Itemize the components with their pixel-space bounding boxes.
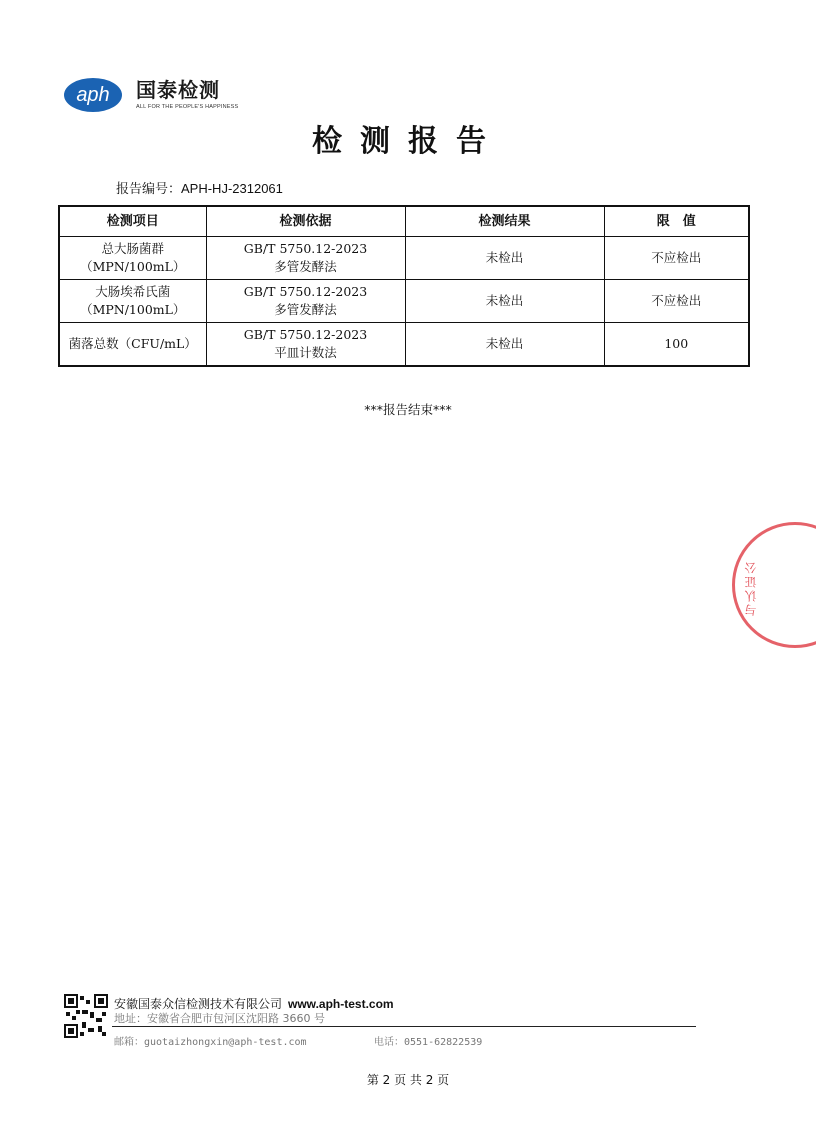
table-header-row	[59, 206, 749, 237]
company-logo	[64, 78, 264, 118]
item-unit: （MPN/100mL）	[80, 259, 186, 274]
footer-divider	[112, 1026, 696, 1027]
logo-slogan: ALL FOR THE PEOPLE'S HAPPINESS	[136, 104, 239, 110]
footer-email-label: 邮箱：	[114, 1037, 144, 1048]
item-name: 大肠埃希氏菌	[95, 284, 171, 299]
footer-email-line	[114, 1033, 307, 1048]
basis-method: 平皿计数法	[274, 345, 337, 360]
report-end-mark: ***报告结束***	[364, 402, 452, 417]
item-unit: （MPN/100mL）	[80, 302, 186, 317]
footer-address-label: 地址：	[114, 1012, 147, 1025]
cell-limit: 不应检出	[604, 280, 749, 323]
cell-result: 未检出	[405, 280, 604, 323]
col-header-limit: 限 值	[604, 206, 749, 237]
basis-standard: GB/T 5750.12-2023	[243, 327, 368, 342]
footer-company: 安徽国泰众信检测技术有限公司	[114, 997, 283, 1011]
col-header-result: 检测结果	[405, 206, 604, 237]
table-row	[59, 237, 749, 280]
footer-website: www.aph-test.com	[288, 997, 394, 1011]
cell-basis	[206, 323, 405, 367]
basis-standard: GB/T 5750.12-2023	[243, 241, 368, 256]
cell-basis	[206, 280, 405, 323]
cell-result: 未检出	[405, 237, 604, 280]
cell-limit: 不应检出	[604, 237, 749, 280]
results-table	[58, 205, 750, 367]
item-name: 总大肠菌群	[101, 241, 164, 256]
cell-item: 菌落总数（CFU/mL）	[59, 323, 206, 367]
page-number: 第 2 页 共 2 页	[366, 1073, 450, 1087]
footer-address: 安徽省合肥市包河区沈阳路 3660 号	[147, 1012, 325, 1025]
basis-method: 多管发酵法	[274, 302, 337, 317]
report-number: 报告编号：APH-HJ-2312061	[116, 181, 283, 196]
report-title: 检测报告	[312, 124, 504, 159]
table-row	[59, 280, 749, 323]
col-header-item: 检测项目	[59, 206, 206, 237]
cell-result: 未检出	[405, 323, 604, 367]
logo-name: 国泰检测	[136, 78, 220, 102]
qr-code-icon	[64, 994, 108, 1038]
footer-address-line	[114, 1010, 325, 1026]
seal-stamp-text: 与认证公	[744, 560, 758, 616]
cell-basis	[206, 237, 405, 280]
cell-item	[59, 280, 206, 323]
cell-limit: 100	[604, 323, 749, 367]
footer-phone-line	[374, 1033, 482, 1048]
basis-method: 多管发酵法	[274, 259, 337, 274]
footer-email: guotaizhongxin@aph-test.com	[144, 1037, 307, 1048]
footer-phone-label: 电话：	[374, 1037, 404, 1048]
basis-standard: GB/T 5750.12-2023	[243, 284, 368, 299]
col-header-basis: 检测依据	[206, 206, 405, 237]
cell-item	[59, 237, 206, 280]
logo-mark: aph	[64, 78, 122, 112]
footer-phone: 0551-62822539	[404, 1037, 483, 1048]
table-row	[59, 323, 749, 367]
